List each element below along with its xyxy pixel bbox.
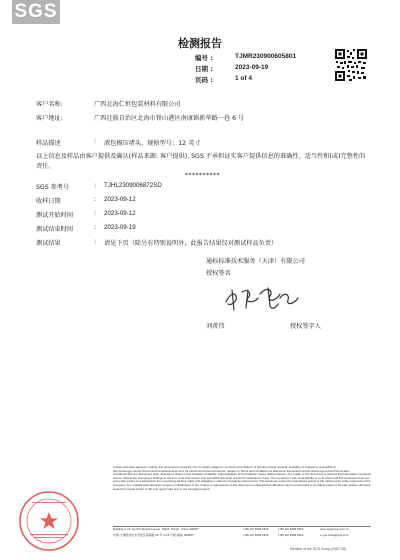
footer-phone: t (86-22) 5999 5319: [243, 527, 269, 531]
authorized-signature-label: 授权签名: [206, 270, 231, 277]
received-date-value: 2023-09-12: [104, 196, 136, 203]
sample-desc-sep: :: [94, 138, 97, 145]
client-name-label: 客户名称:: [36, 101, 63, 108]
qr-code-icon: [334, 48, 368, 82]
footer-fax: f (86-22) 5999 5310: [278, 533, 304, 537]
detail-sep: :: [94, 196, 97, 203]
detail-label: 收样日期: [36, 198, 61, 205]
signer-title: 授权签字人: [290, 323, 321, 330]
detail-sep: :: [94, 210, 97, 217]
detail-sep: :: [94, 182, 97, 189]
client-name-value: 广西北海仁恒包装材料有限公司: [94, 101, 181, 108]
detail-label: 测试开始时间: [36, 212, 74, 219]
detail-sep: :: [94, 224, 97, 231]
detail-label: SGS 参考号: [36, 184, 70, 191]
detail-label: 测试结果: [36, 240, 61, 247]
report-no-label: 编号 :: [195, 54, 213, 62]
report-no-value: TJMR230900605801: [235, 53, 297, 60]
footer-website: www.sgsgroup.com.cn: [320, 527, 349, 531]
date-label: 日期 :: [195, 65, 213, 73]
test-end-value: 2023-09-19: [104, 224, 136, 231]
test-start-value: 2023-09-12: [104, 210, 136, 217]
footer-address-cn: 中国·天津经济技术开发区南海路 66 号 C-15 号楼 邮编: 300457: [113, 533, 194, 537]
signer-name: 刘菁伟: [206, 323, 225, 330]
footer-address-en: Building C-15, No.66 Nanhai Avenue, TEDA, Tianjin, China 300457: [113, 527, 199, 531]
report-title: 检测报告: [178, 37, 222, 50]
separator-stars: **********: [185, 172, 220, 179]
sample-disclaimer: 以上信息及样品由客户提供及确认(样品来源: 客户提供), SGS 不承担证实客户提供信息的准确性、适当性和(或)完整性的责任。: [36, 153, 366, 170]
sgs-group-member: Member of the SGS Group (SGS SA): [290, 547, 347, 551]
sgs-reference-value: TJHL2309006872SD: [104, 182, 162, 189]
sgs-logo: SGS: [12, 0, 60, 24]
inspection-seal-icon: [18, 490, 80, 552]
detail-sep: :: [94, 238, 97, 245]
page-value: 1 of 4: [235, 75, 252, 82]
sample-desc-label: 样品描述: [36, 140, 61, 147]
date-value: 2023-09-19: [235, 64, 269, 71]
footer-email: e sgs.china@sgs.com: [320, 533, 349, 537]
test-result-value: 请见下页（除另有特别说明外，此报告结果仅对测试样品负责）: [104, 240, 278, 247]
client-address-label: 客户地址:: [36, 115, 63, 122]
issuing-company: 通标标准技术服务（天津）有限公司: [206, 258, 305, 265]
sample-desc-value: 液包模压堵头，规格型号：12 英寸: [104, 140, 201, 147]
handwritten-signature: [218, 280, 308, 316]
terms-and-conditions: Unless otherwise agreed in writing, this document is issued by the Company subject to its General Conditions of Service printed overleaf, available on request or accessible at http://www.sgs.com/en/Terms-and-Conditions.aspx and, for electronic format documents, subject to Terms and Conditions for Electronic Documents at http://www.sgs.com/en/Terms-and-Conditions/Terms-e-Document.aspx. Attention is drawn to the limitation of liability, indemnification and jurisdiction issues defined therein. Any holder of this document is advised that information contained hereon reflects the Company's findings at the time of its intervention only and within the limits of Client's instructions, if any. The Company's sole responsibility is to its Client and this document does not exonerate parties to a transaction from exercising all their rights and obligations under the transaction documents. This document cannot be reproduced except in full, without prior written approval of the Company. Any unauthorized alteration, forgery or falsification of the content or appearance of this document is unlawful and offenders may be prosecuted to the fullest extent of the law. Unless otherwise stated the results shown in this test report refer only to the sample(s) tested.: [113, 465, 371, 491]
page-label: 页码 :: [195, 76, 213, 84]
client-address-value: 广西壮族自治区北海市铁山港区南康镇新华路一巷 6 号: [94, 115, 245, 122]
footer-fax: f (86-22) 5999 5310: [278, 527, 304, 531]
detail-label: 测试结束时间: [36, 226, 74, 233]
footer-phone: t (86-22) 5999 5319: [243, 533, 269, 537]
